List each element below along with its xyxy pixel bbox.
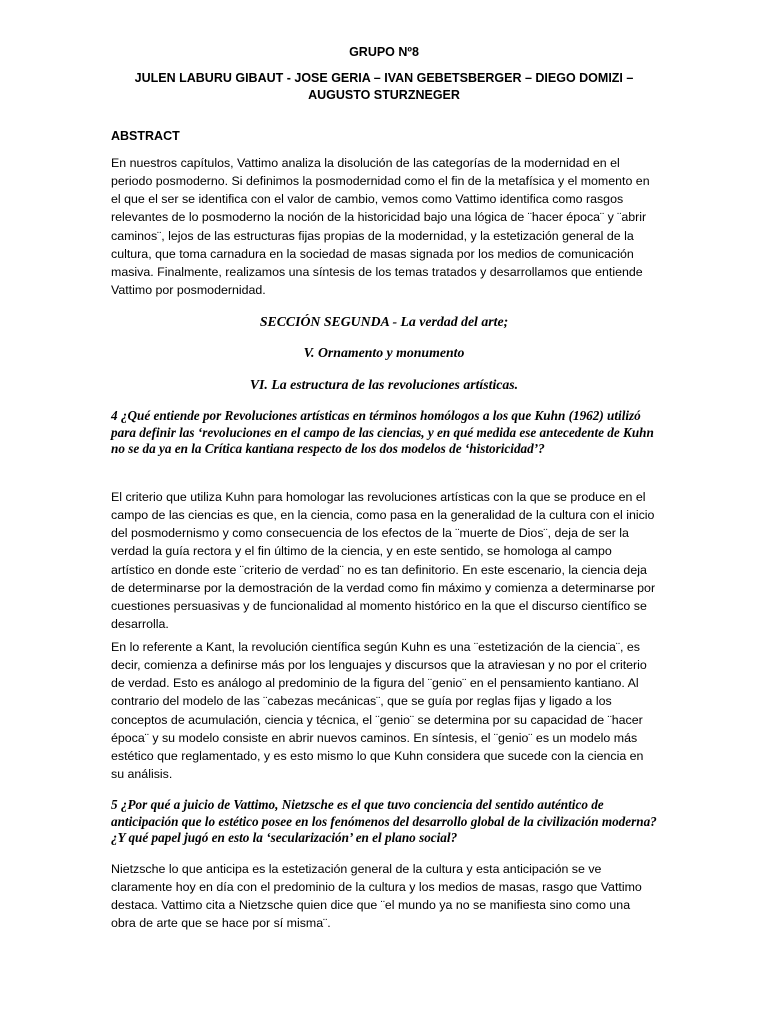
answer-4-paragraph-2: En lo referente a Kant, la revolución científica según Kuhn es una ¨estetización de la ciencia¨, es decir, comienza a definirse más por los lenguajes y discursos que la atraviesan y no por el criterio de verdad. Esto es análogo al predominio de la figura del ¨genio¨ en el pensamiento kantiano. Al contrario del modelo de las ¨cabezas mecánicas¨, que se guía por reglas fijas y ligado a los conceptos de acumulación, ciencia y técnica, el ¨genio¨ se determina por su capacidad de ¨hacer época¨ y su modelo consiste en abrir nuevos caminos. En síntesis, el ¨genio¨ es un modelo más estético que reglamentado, y es esto mismo lo que Kuhn considera que sucede con la ciencia en su análisis.	[111, 640, 647, 782]
chapter-v-title: V. Ornamento y monumento	[303, 345, 465, 360]
chapter-vi-title: VI. La estructura de las revoluciones artísticas.	[249, 377, 519, 392]
answer-4-paragraph-1: El criterio que utiliza Kuhn para homologar las revoluciones artísticas con la que se produce en el campo de las ciencias es que, en la ciencia, como pasa en la generalidad de la cultura con el inicio del posmodernismo y como consecuencia de los efectos de la ¨muerte de Dios¨, deja de ser la verdad la guía rectora y el fin último de la ciencia, y en este sentido, se homologa al campo artístico en donde este ¨criterio de verdad¨ no es tan definitorio. En este escenario, la ciencia deja de determinarse por la demostración de la verdad como fin máximo y comienza a determinarse por cuestiones persuasivas y de funcionalidad al momento histórico en la que el discurso científico se desarrolla.	[111, 490, 656, 632]
abstract-heading: ABSTRACT	[111, 129, 180, 143]
authors-line: JULEN LABURU GIBAUT - JOSE GERIA – IVAN GEBETSBERGER – DIEGO DOMIZI – AUGUSTO STURZNEGER	[134, 71, 634, 102]
answer-5-paragraph-1: Nietzsche lo que anticipa es la estetización general de la cultura y esta anticipación se ve claramente hoy en día con el predominio de la cultura y los medios de masas, rasgo que Vattimo destaca. Vattimo cita a Nietzsche quien dice que ¨el mundo ya no se manifiesta sino como una obra de arte que se hace por sí misma¨.	[111, 862, 642, 931]
abstract-paragraph: En nuestros capítulos, Vattimo analiza la disolución de las categorías de la modernidad en el periodo posmoderno. Si definimos la posmodernidad como el fin de la metafísica y el momento en el que el ser se identifica con el valor de cambio, vemos como Vattimo identifica como rasgos relevantes de lo posmoderno la noción de la historicidad bajo una lógica de ¨hacer época¨ y ¨abrir caminos¨, lejos de las estructuras fijas propias de la modernidad, y la estetización general de la cultura, que toma carnadura en la sociedad de masas signada por los medios de comunicación masiva. Finalmente, realizamos una síntesis de los temas tratados y desarrollamos que entiende Vattimo por posmodernidad.	[111, 156, 650, 298]
group-title: GRUPO Nº8	[349, 45, 419, 59]
question-4: 4 ¿Qué entiende por Revoluciones artísticas en términos homólogos a los que Kuhn (1962) utilizó para definir las ‘revoluciones en el campo de las ciencias, y en qué medida ese antecedente de Kuhn no se da ya en la Crítica kantiana respecto de los dos modelos de ‘historicidad’?	[111, 408, 654, 457]
section-title: SECCIÓN SEGUNDA - La verdad del arte;	[259, 314, 509, 329]
question-5: 5 ¿Por qué a juicio de Vattimo, Nietzsche es el que tuvo conciencia del sentido auténtico de anticipación que lo estético posee en los fenómenos del desarrollo global de la civilización moderna? ¿Y qué papel jugó en esto la ‘secularización’ en el plano social?	[111, 797, 657, 846]
